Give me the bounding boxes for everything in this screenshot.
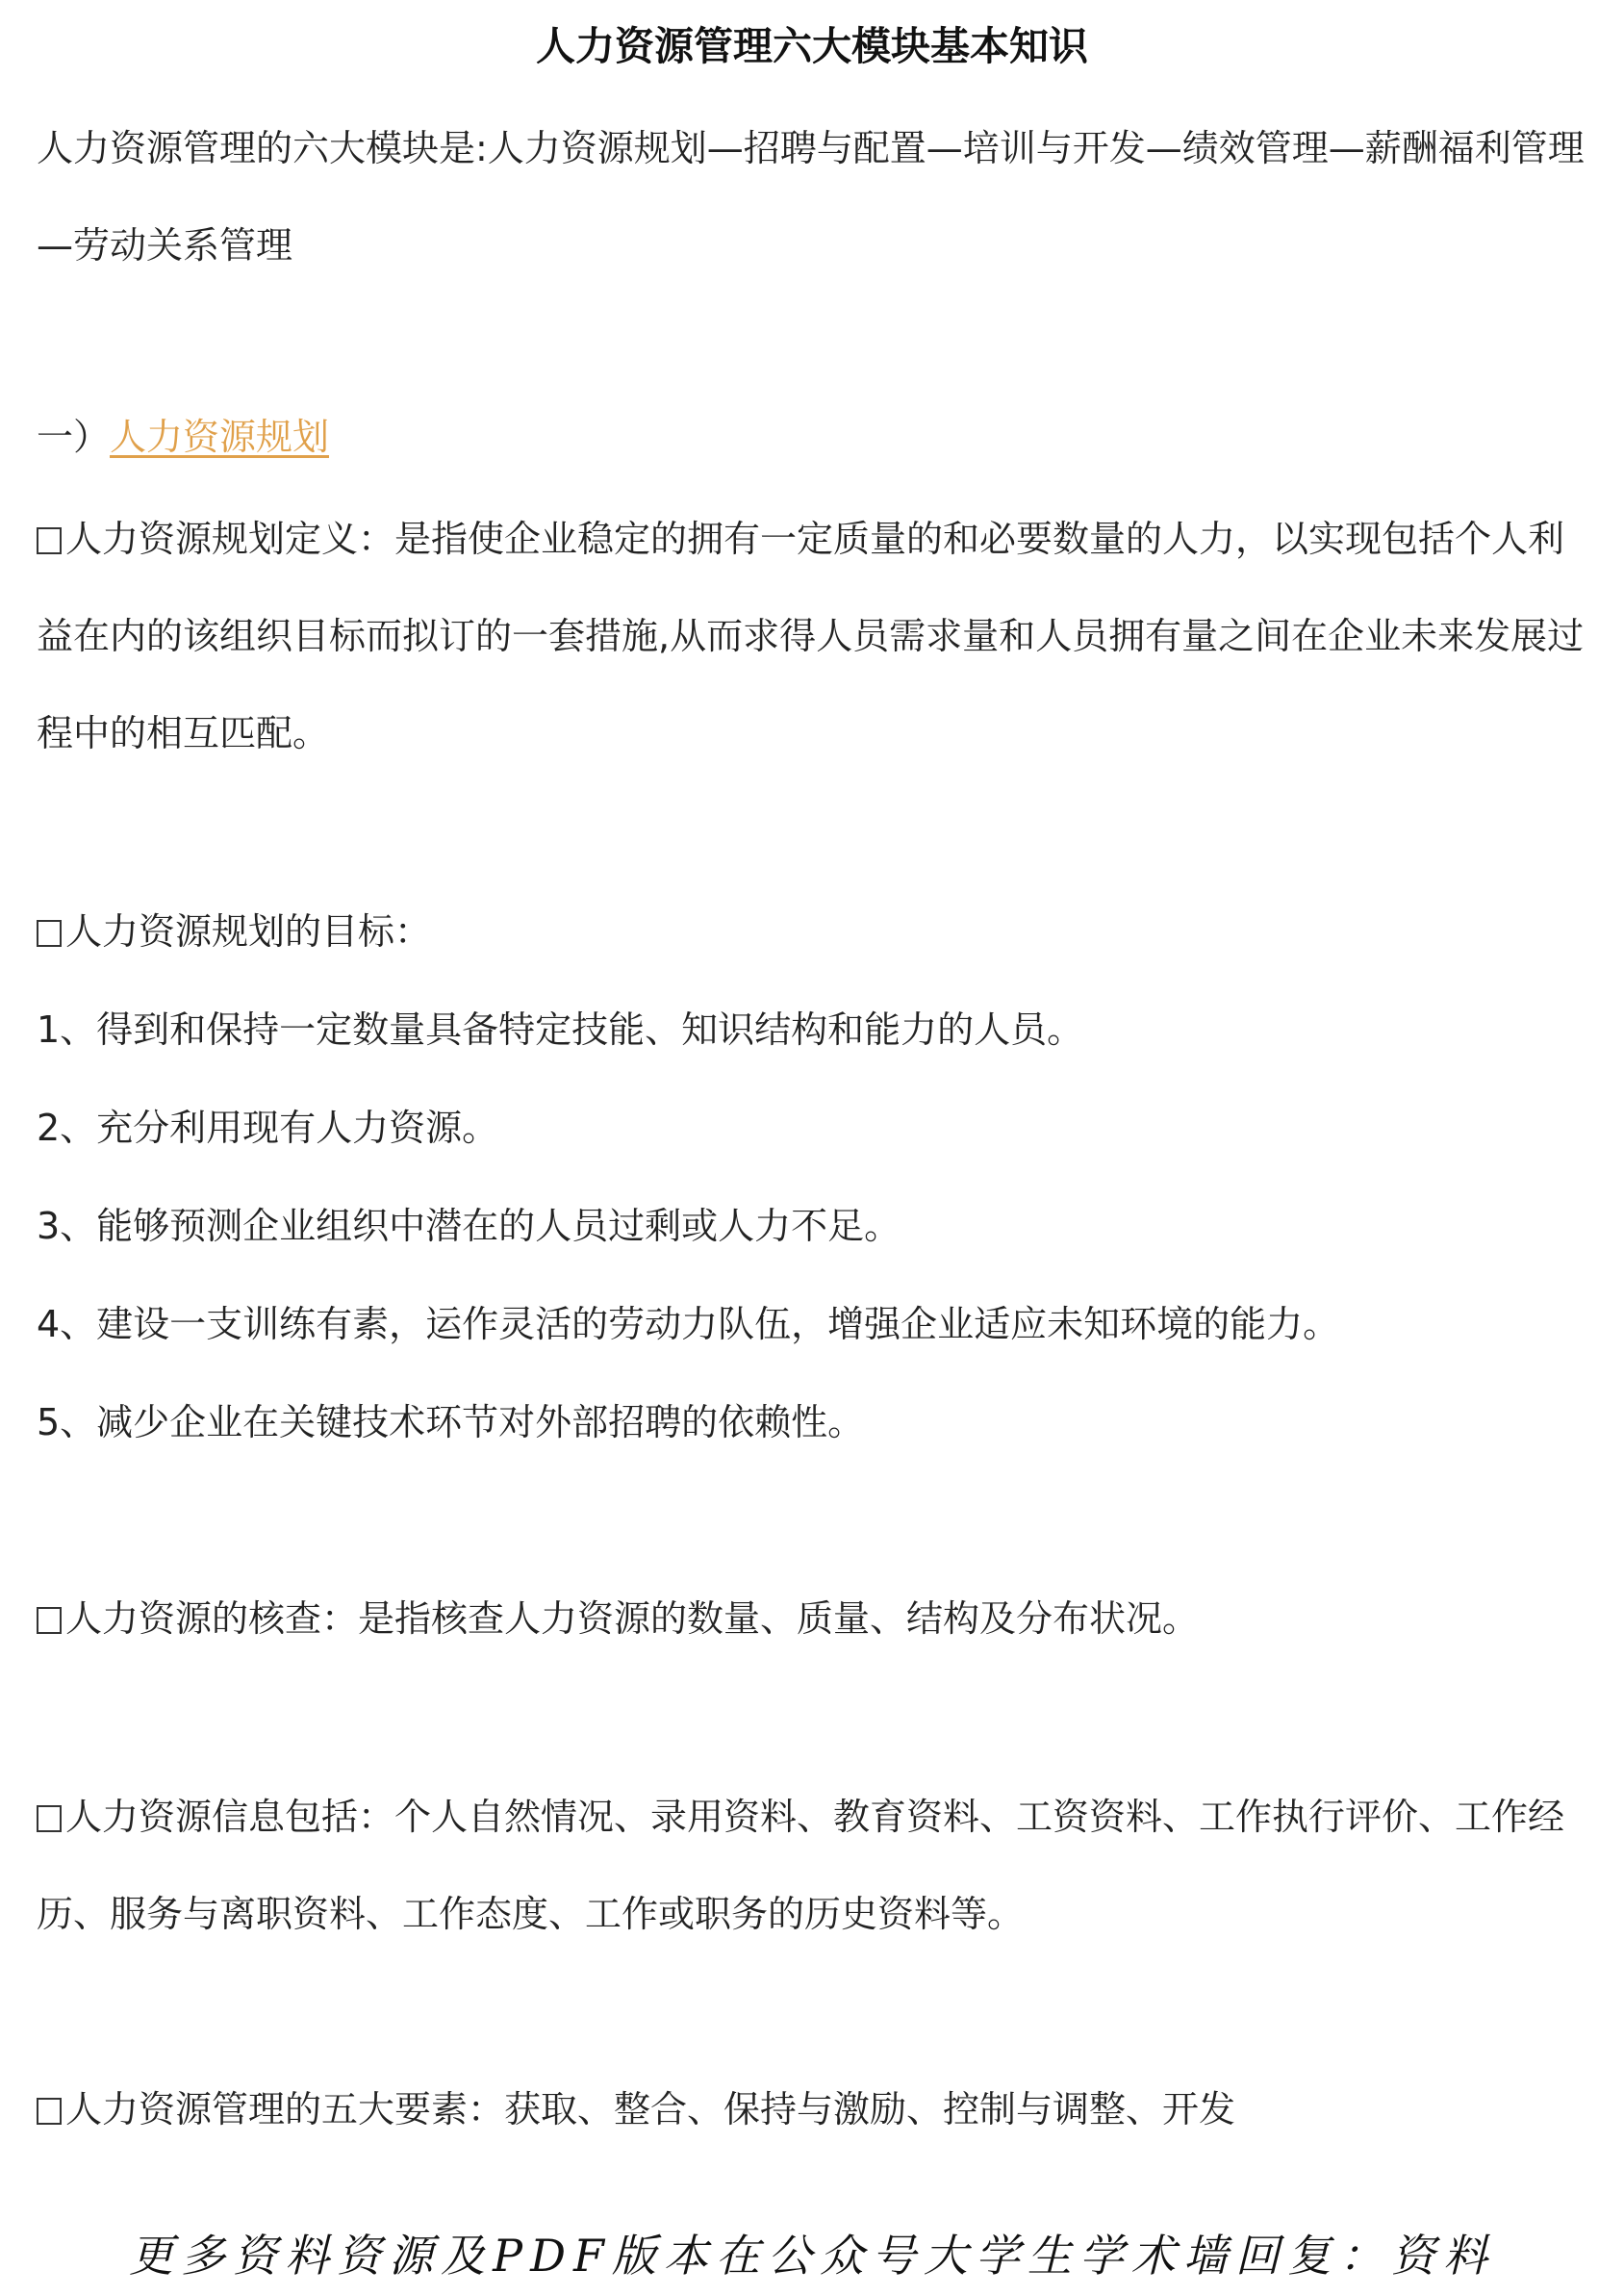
information-paragraph — [37, 1769, 1587, 1963]
section-number: 一） — [37, 416, 111, 458]
definition-text: 人力资源规划定义：是指使企业稳定的拥有一定质量的和必要数量的人力，以实现包括个人利益在内的该组织目标而拟订的一套措施,从而求得人员需求量和人员拥有量之间在企业未来发展过程中的相互匹配。 — [37, 518, 1585, 754]
footer-note: 更多资料资源及PDF版本在公众号大学生学术墙回复：资料 — [129, 2230, 1495, 2282]
checkbox-icon — [37, 1607, 62, 1634]
information-text: 人力资源信息包括：个人自然情况、录用资料、教育资料、工资资料、工作执行评价、工作经历、服务与离职资料、工作态度、工作或职务的历史资料等。 — [37, 1796, 1565, 1935]
verification-text: 人力资源的核查：是指核查人力资源的数量、质量、结构及分布状况。 — [65, 1597, 1200, 1640]
checkbox-icon — [37, 920, 62, 947]
checkbox-icon — [37, 527, 62, 554]
checkbox-icon — [37, 2098, 62, 2125]
goal-item: 1、得到和保持一定数量具备特定技能、知识结构和能力的人员。 — [37, 1008, 1084, 1051]
section-heading — [37, 408, 329, 466]
intro-paragraph: 人力资源管理的六大模块是:人力资源规划—招聘与配置—培训与开发—绩效管理—薪酬福利管理—劳动关系管理 — [37, 127, 1585, 267]
goal-item: 2、充分利用现有人力资源。 — [37, 1107, 499, 1149]
document-title: 人力资源管理六大模块基本知识 — [536, 23, 1088, 69]
definition-paragraph — [37, 491, 1587, 782]
goal-item: 5、减少企业在关键技术环节对外部招聘的依赖性。 — [37, 1401, 865, 1443]
goal-item: 3、能够预测企业组织中潜在的人员过剩或人力不足。 — [37, 1205, 901, 1247]
section-link[interactable]: 人力资源规划 — [110, 416, 330, 458]
goals-heading-text: 人力资源规划的目标： — [65, 910, 432, 953]
goals-heading — [37, 903, 1587, 960]
five-elements-text: 人力资源管理的五大要素：获取、整合、保持与激励、控制与调整、开发 — [65, 2088, 1236, 2130]
five-elements-line — [37, 2080, 1587, 2138]
verification-line — [37, 1590, 1587, 1647]
goal-item: 4、建设一支训练有素，运作灵活的劳动力队伍，增强企业适应未知环境的能力。 — [37, 1303, 1340, 1345]
checkbox-icon — [37, 1805, 62, 1832]
